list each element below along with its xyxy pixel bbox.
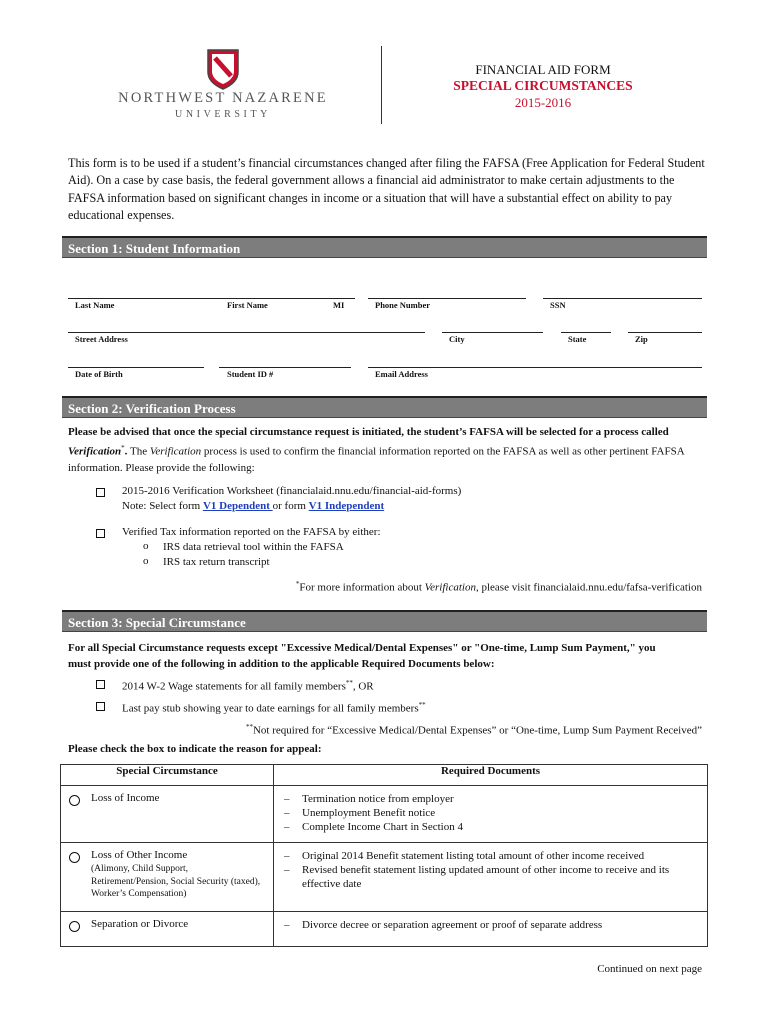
street-field-line[interactable]	[68, 332, 425, 333]
loss-of-other-income-radio[interactable]	[69, 852, 80, 863]
special-circumstance-table	[60, 764, 708, 947]
table-row	[61, 912, 708, 947]
verification-worksheet-item: 2015-2016 Verification Worksheet (financialaid.nnu.edu/financial-aid-forms)	[122, 485, 462, 497]
table-row	[61, 843, 708, 912]
w2-item: 2014 W-2 Wage statements for all family members**, OR	[122, 679, 374, 693]
street-label: Street Address	[75, 334, 128, 344]
email-field-line[interactable]	[368, 367, 702, 368]
sub-bullet: o	[143, 540, 149, 552]
city-field-line[interactable]	[442, 332, 543, 333]
verification-form-note: Note: Select form V1 Dependent or form V1 Independent	[122, 500, 385, 512]
table-header-circumstance: Special Circumstance	[61, 765, 274, 786]
phone-label: Phone Number	[375, 300, 431, 310]
section-3-header: Section 3: Special Circumstance	[62, 610, 707, 632]
list-item: – Complete Income Chart in Section 4	[284, 821, 463, 833]
continued-note: Continued on next page	[597, 963, 702, 975]
table-header-documents: Required Documents	[274, 765, 708, 786]
state-label: State	[568, 334, 587, 344]
email-label: Email Address	[375, 369, 428, 379]
pay-stub-checkbox[interactable]	[96, 702, 105, 711]
verification-worksheet-checkbox[interactable]	[96, 488, 105, 497]
list-item: – Unemployment Benefit notice	[284, 807, 436, 819]
zip-label: Zip	[635, 334, 648, 344]
circumstance-detail: (Alimony, Child Support, Retirement/Pension, Social Security (taxed), Worker’s Compensation)	[91, 864, 261, 899]
check-prompt: Please check the box to indicate the reason for appeal:	[68, 743, 322, 755]
circumstance-label: Loss of Income	[91, 792, 160, 804]
dob-field-line[interactable]	[68, 367, 204, 368]
zip-field-line[interactable]	[628, 332, 702, 333]
pay-stub-item: Last pay stub showing year to date earnings for all family members**	[122, 701, 426, 715]
student-id-field-line[interactable]	[219, 367, 351, 368]
verification-paragraph: Please be advised that once the special circumstance request is initiated, the student’s FAFSA will be selected for a process called Verification*. The Verification process is used to confirm the financial information reported on the FAFSA as well as other pertinent FAFSA information. Please provide the following:	[68, 426, 685, 474]
logo-wordmark: NORTHWEST NAZARENE	[118, 90, 328, 106]
v1-independent-link[interactable]: V1 Independent	[308, 500, 385, 512]
student-id-label: Student ID #	[227, 369, 274, 379]
header-divider	[381, 46, 382, 124]
state-field-line[interactable]	[561, 332, 611, 333]
circumstance-label: Loss of Other Income	[91, 849, 188, 861]
table-row	[61, 786, 708, 843]
list-item: – Original 2014 Benefit statement listing total amount of other income received	[284, 850, 645, 862]
list-item: – Termination notice from employer	[284, 793, 454, 805]
mi-label: MI	[333, 300, 345, 310]
sub-bullet: o	[143, 555, 149, 567]
list-item: – Revised benefit statement listing updated amount of other income to receive and its effective date	[284, 864, 670, 890]
irs-transcript-item: IRS tax return transcript	[163, 556, 270, 568]
intro-paragraph: This form is to be used if a student’s financial circumstances changed after filing the FAFSA (Free Application for Federal Student Aid). On a case by case basis, the federal government allows a financial aid administrator to make certain adjustments to the FAFSA information based on significant changes in income or a situation that will have a substantial effect on ability to pay educational expenses.	[68, 156, 705, 223]
tax-info-checkbox[interactable]	[96, 529, 105, 538]
section-1-header: Section 1: Student Information	[62, 236, 707, 258]
irs-data-retrieval-item: IRS data retrieval tool within the FAFSA	[163, 541, 344, 553]
logo-university: UNIVERSITY	[175, 109, 271, 120]
phone-field-line[interactable]	[368, 298, 526, 299]
verification-footnote: *For more information about Verification, please visit financialaid.nnu.edu/fafsa-verification	[295, 580, 702, 594]
list-item: – Divorce decree or separation agreement or proof of separate address	[284, 919, 603, 931]
dob-label: Date of Birth	[75, 369, 123, 379]
loss-of-income-radio[interactable]	[69, 795, 80, 806]
special-circumstance-paragraph: For all Special Circumstance requests except "Excessive Medical/Dental Expenses" or "One-time, Lump Sum Payment," you must provide one of the following in addition to the applicable Required Documents below:	[68, 642, 656, 670]
separation-divorce-radio[interactable]	[69, 921, 80, 932]
v1-dependent-link[interactable]: V1 Dependent	[202, 500, 273, 512]
name-field-line[interactable]	[68, 298, 355, 299]
first-name-label: First Name	[227, 300, 268, 310]
university-shield-logo	[206, 48, 240, 90]
section3-footnote: **Not required for “Excessive Medical/Dental Expenses” or “One-time, Lump Sum Payment Received”	[245, 723, 702, 737]
form-title: FINANCIAL AID FORM	[475, 62, 611, 77]
form-year: 2015-2016	[514, 95, 572, 110]
circumstance-label: Separation or Divorce	[91, 918, 189, 930]
ssn-label: SSN	[550, 300, 566, 310]
w2-checkbox[interactable]	[96, 680, 105, 689]
ssn-field-line[interactable]	[543, 298, 702, 299]
city-label: City	[449, 334, 465, 344]
last-name-label: Last Name	[75, 300, 115, 310]
form-subtitle: SPECIAL CIRCUMSTANCES	[453, 78, 633, 93]
section-2-header: Section 2: Verification Process	[62, 396, 707, 418]
tax-info-item: Verified Tax information reported on the FAFSA by either:	[122, 526, 381, 538]
